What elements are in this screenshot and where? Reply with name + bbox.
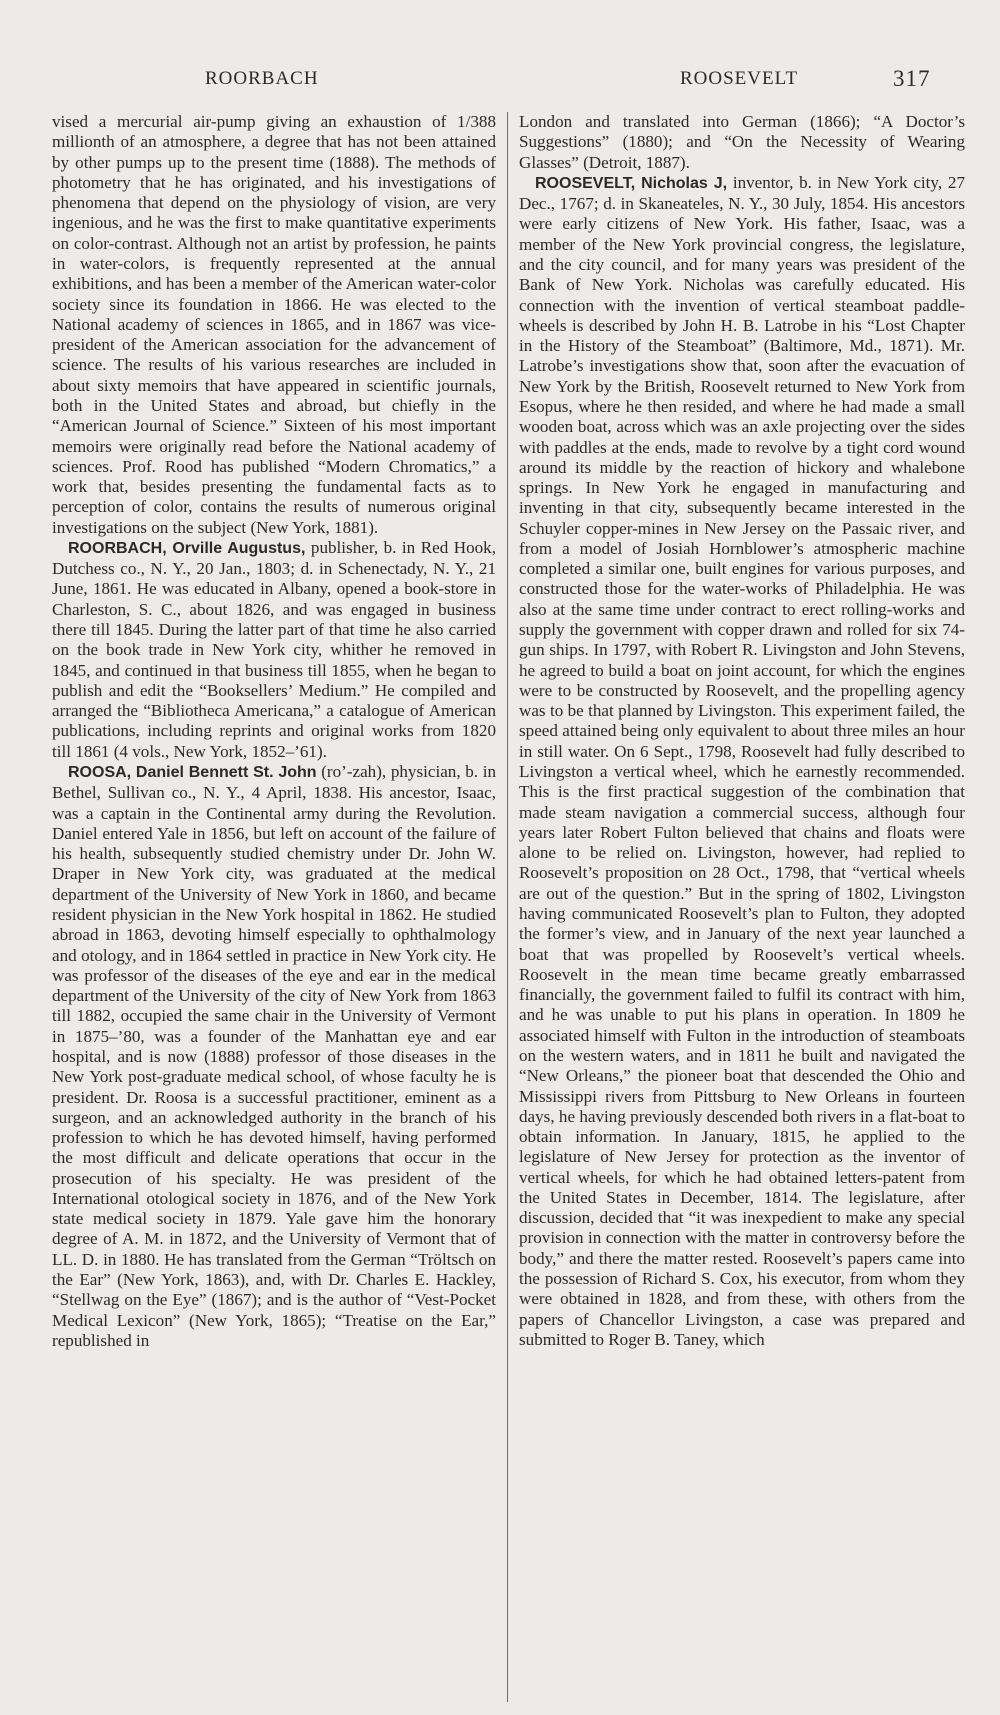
roosa-continuation-paragraph: London and translated into German (1866); “A Doctor’s Suggestions” (1880); and “On the Necessity of Wearing Glasses” (Detroit, 1887). [519, 112, 965, 172]
entry-roorbach [52, 538, 496, 762]
header-left-word: ROORBACH [205, 68, 319, 89]
page-number: 317 [893, 66, 931, 91]
column-divider [507, 112, 508, 1702]
entry-headword: ROORBACH, Orville Augustus, [68, 539, 306, 557]
left-column [52, 112, 496, 1707]
entry-body: inventor, b. in New York city, 27 Dec., 1767; d. in Skaneateles, N. Y., 30 July, 1854. His ancestors were early citizens of New York. His father, Isaac, was a member of the New York provincial congress, the legislature, and the city council, and for many years was president of the Bank of New York. Nicholas was carefully educated. His connection with the invention of vertical steamboat paddle-wheels is described by John H. B. Latrobe in his “Lost Chapter in the History of the Steamboat” (Baltimore, Md., 1871). Mr. Latrobe’s investigations show that, soon after the evacuation of New York by the British, Roosevelt returned to New York from Esopus, where he then resided, and where he had made a small wooden boat, across which was an axle projecting over the sides with paddles at the ends, made to revolve by a tight cord wound around its middle by the reaction of hickory and whalebone springs. In New York he engaged in manufacturing and inventing in that city, subsequently became interested in the Schuyler copper-mines in New Jersey on the Passaic river, and from a model of Josiah Hornblower’s atmospheric machine completed a similar one, built engines for various purposes, and constructed those for the water-works of Philadelphia. He was also at the same time under contract to erect rolling-works and supply the government with copper drawn and rolled for six 74-gun ships. In 1797, with Robert R. Livingston and John Stevens, he agreed to build a boat on joint account, for which the engines were to be constructed by Roosevelt, and the propelling agency was to be that planned by Livingston. This experiment failed, the speed attained being only equivalent to about three miles an hour in still water. On 6 Sept., 1798, Roosevelt had fully described to Livingston a vertical wheel, which he earnestly recommended. This is the first practical suggestion of the combination that made steam navigation a commercial success, although four years later Robert Fulton believed that chains and floats were alone to be relied on. Livingston, however, had replied to Roosevelt’s proposition on 28 Oct., 1798, that “vertical wheels are out of the question.” But in the spring of 1802, Livingston having communicated Roosevelt’s plan to Fulton, they adopted the former’s view, and in January of the next year launched a boat that was propelled by Roosevelt’s vertical wheels. Roosevelt in the mean time became greatly embarrassed financially, the government failed to fulfil its contract with him, and he was unable to put his plans in operation. In 1809 he associated himself with Fulton in the introduction of steamboats on the western waters, and in 1811 he built and navigated the “New Orleans,” the pioneer boat that descended the Ohio and Mississippi rivers from Pittsburg to New Orleans in fourteen days, he having previously descended both rivers in a flat-boat to obtain information. In January, 1815, he applied to the legislature of New Jersey for protection as the inventor of vertical wheels, for which he had obtained letters-patent from the United States in December, 1814. The legislature, after discussion, decided that “it was inexpedient to make any special provision in connection with the matter in controversy before the body,” and there the matter rested. Roosevelt’s papers came into the possession of Richard S. Cox, his executor, from whom they were obtained in 1828, and from these, with others from the papers of Chancellor Livingston, a case was prepared and submitted to Roger B. Taney, which [519, 172, 965, 1349]
entry-roosevelt [519, 173, 965, 1350]
entry-body: publisher, b. in Red Hook, Dutchess co., N. Y., 20 Jan., 1803; d. in Schenectady, N. Y., 21 June, 1861. He was educated in Albany, opened a book-store in Charleston, S. C., about 1826, and was engaged in business there till 1845. During the latter part of that time he also carried on the book trade in New York city, whither he removed in 1845, and continued in that business till 1855, when he began to publish and edit the “Booksellers’ Medium.” He compiled and arranged the “Bibliotheca Americana,” a catalogue of American publications, including reprints and original works from 1820 till 1861 (4 vols., New York, 1852–’61). [52, 537, 496, 761]
header-right-word: ROOSEVELT [680, 68, 799, 89]
roorbach-continuation-paragraph: vised a mercurial air-pump giving an exhaustion of 1/388 millionth of an atmosphere, a degree that has not been attained by other pumps up to the present time (1888). The methods of photometry that he has originated, and his investigations of phenomena that depend on the physiology of vision, are very ingenious, and he was the first to make quantitative experiments on color-contrast. Although not an artist by profession, he paints in water-colors, is frequently represented at the annual exhibitions, and has been a member of the American water-color society since its foundation in 1866. He was elected to the National academy of sciences in 1865, and in 1867 was vice-president of the American association for the advancement of science. The results of his various researches are included in about sixty memoirs that have appeared in scientific journals, both in the United States and abroad, but chiefly in the “American Journal of Science.” Sixteen of his most important memoirs were originally read before the National academy of sciences. Prof. Rood has published “Modern Chromatics,” a work that, besides presenting the fundamental facts as to perception of color, contains the results of numerous original investigations on the subject (New York, 1881). [52, 112, 496, 537]
right-column [519, 112, 965, 1707]
entry-roosa [52, 762, 496, 1351]
running-header [0, 68, 1000, 98]
entry-body: (ro’-zah), physician, b. in Bethel, Sullivan co., N. Y., 4 April, 1838. His ancestor, Isaac, was a captain in the Continental army during the Revolution. Daniel entered Yale in 1856, but left on account of the failure of his health, subsequently studied chemistry under Dr. John W. Draper in New York city, was graduated at the medical department of the University of New York in 1860, and became resident physician in the New York hospital in 1862. He studied abroad in 1863, devoting himself especially to ophthalmology and otology, and in 1864 settled in practice in New York city. He was professor of the diseases of the eye and ear in the medical department of the University of the city of New York from 1863 till 1882, occupied the same chair in the University of Vermont in 1875–’80, was a founder of the Manhattan eye and ear hospital, and is now (1888) professor of those diseases in the New York post-graduate medical school, of whose faculty he is president. Dr. Roosa is a successful practitioner, eminent as a surgeon, and an acknowledged authority in the branch of his profession to which he has devoted himself, having performed the most difficult and delicate operations that occur in the prosecution of his specialty. He was president of the International otological society in 1876, and of the New York state medical society in 1879. Yale gave him the honorary degree of A. M. in 1872, and the University of Vermont that of LL. D. in 1880. He has translated from the German “Tröltsch on the Ear” (New York, 1863), and, with Dr. Charles E. Hackley, “Stellwag on the Eye” (1867); and is the author of “Vest-Pocket Medical Lexicon” (New York, 1865); “Treatise on the Ear,” republished in [52, 762, 496, 1350]
entry-headword: ROOSEVELT, Nicholas J, [535, 174, 728, 192]
entry-headword: ROOSA, Daniel Bennett St. John [68, 764, 317, 781]
